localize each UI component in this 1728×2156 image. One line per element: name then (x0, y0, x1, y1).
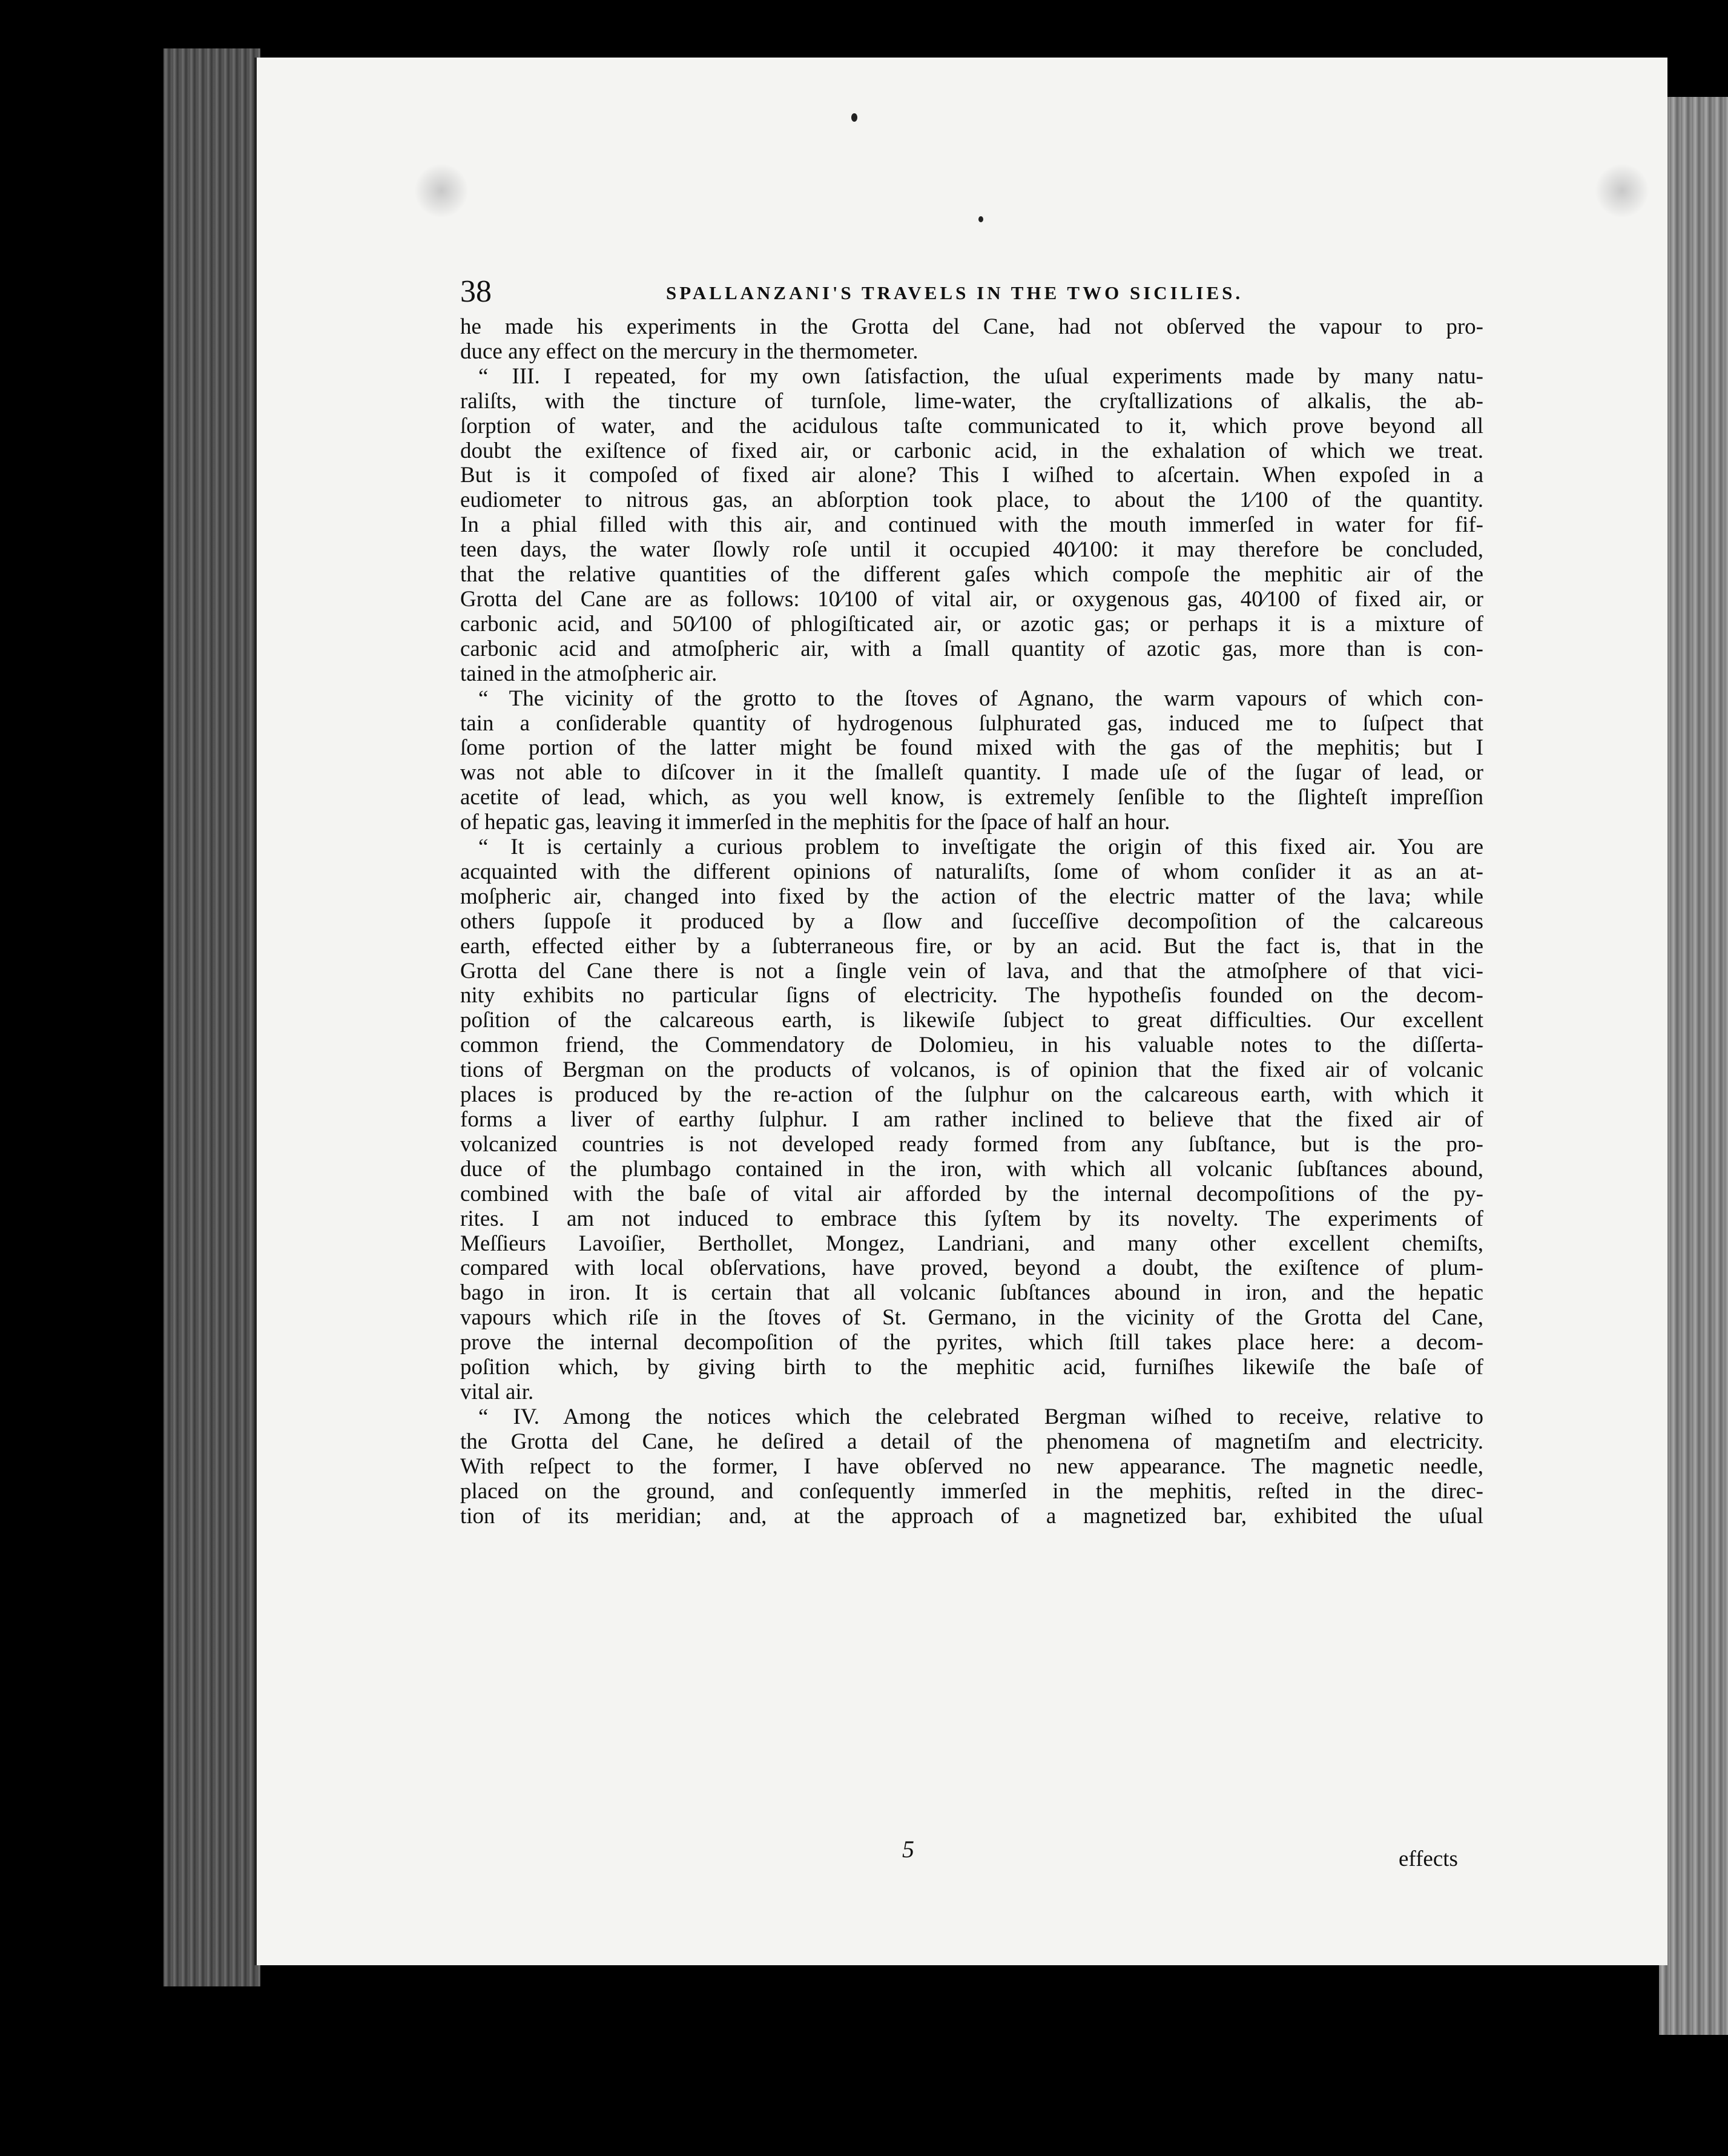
text-line: was not able to diſcover in it the ſmalleſt quantity. I made uſe of the ſugar of lead, or (460, 760, 1483, 785)
text-line: carbonic acid and atmoſpheric air, with a ſmall quantity of azotic gas, more than is con- (460, 636, 1483, 661)
book-spine-left (163, 48, 260, 1986)
ink-speck (851, 113, 857, 122)
text-line: places is produced by the re-action of the ſulphur on the calcareous earth, with which it (460, 1082, 1483, 1108)
ink-speck (978, 216, 983, 222)
text-line: nity exhibits no particular ſigns of electricity. The hypotheſis founded on the decom- (460, 983, 1483, 1008)
text-line: of hepatic gas, leaving it immerſed in the mephitis for the ſpace of half an hour. (460, 810, 1170, 835)
text-line: “ IV. Among the notices which the celebrated Bergman wiſhed to receive, relative to (478, 1404, 1483, 1429)
text-line: carbonic acid, and 50⁄100 of phlogiſticated air, or azotic gas; or perhaps it is a mixture of (460, 611, 1483, 637)
text-line: ſome portion of the latter might be found mixed with the gas of the mephitis; but I (460, 735, 1483, 761)
text-line: vapours which riſe in the ſtoves of St. Germano, in the vicinity of the Grotta del Cane, (460, 1305, 1483, 1331)
text-line: compared with local obſervations, have proved, beyond a doubt, the exiſtence of plum- (460, 1255, 1483, 1281)
text-line: tion of its meridian; and, at the approach of a magnetized bar, exhibited the uſual (460, 1503, 1483, 1529)
text-line: teen days, the water ſlowly roſe until it occupied 40⁄100: it may therefore be concluded, (460, 537, 1483, 563)
text-line: forms a liver of earthy ſulphur. I am rather inclined to believe that the fixed air of (460, 1107, 1483, 1132)
text-line: “ The vicinity of the grotto to the ſtoves of Agnano, the warm vapours of which con- (478, 686, 1483, 711)
text-line: he made his experiments in the Grotta del Cane, had not obſerved the vapour to pro- (460, 314, 1483, 339)
text-line: eudiometer to nitrous gas, an abſorption took place, to about the 1⁄100 of the quantity. (460, 488, 1483, 513)
text-line: acetite of lead, which, as you well know, is extremely ſenſible to the ſlighteſt impreſſion (460, 785, 1483, 810)
text-line: ſorption of water, and the acidulous taſte communicated to it, which prove beyond all (460, 413, 1483, 438)
page-smudge (414, 164, 469, 218)
text-line: tained in the atmoſpheric air. (460, 661, 717, 686)
text-line: poſition which, by giving birth to the mephitic acid, furniſhes likewiſe the baſe of (460, 1355, 1483, 1380)
page-number: 38 (460, 274, 492, 309)
text-line: But is it compoſed of fixed air alone? This I wiſhed to aſcertain. When expoſed in a (460, 463, 1483, 488)
body-text (460, 315, 1483, 1529)
text-line: Grotta del Cane are as follows: 10⁄100 of vital air, or oxygenous gas, 40⁄100 of fixed air, or (460, 586, 1483, 612)
text-line: tain a conſiderable quantity of hydrogenous ſulphurated gas, induced me to ſuſpect that (460, 710, 1483, 736)
text-line: that the relative quantities of the different gaſes which compoſe the mephitic air of the (460, 562, 1483, 587)
text-line: others ſuppoſe it produced by a ſlow and ſucceſſive decompoſition of the calcareous (460, 908, 1483, 934)
text-line: Meſſieurs Lavoiſier, Berthollet, Mongez, Landriani, and many other excellent chemiſts, (460, 1231, 1483, 1256)
text-line: common friend, the Commendatory de Dolomieu, in his valuable notes to the diſſerta- (460, 1033, 1483, 1058)
text-line: doubt the exiſtence of fixed air, or carbonic acid, in the exhalation of which we treat. (460, 438, 1483, 463)
text-line: duce of the plumbago contained in the iron, with which all volcanic ſubſtances abound, (460, 1156, 1483, 1182)
text-line: prove the internal decompoſition of the pyrites, which ſtill takes place here: a decom- (460, 1330, 1483, 1355)
text-line: poſition of the calcareous earth, is likewiſe ſubject to great difficulties. Our excellent (460, 1008, 1483, 1033)
text-line: combined with the baſe of vital air afforded by the internal decompoſitions of the py- (460, 1181, 1483, 1206)
text-line: tions of Bergman on the products of volcanos, is of opinion that the fixed air of volcanic (460, 1057, 1483, 1083)
text-line: duce any effect on the mercury in the thermometer. (460, 339, 918, 364)
text-line: vital air. (460, 1379, 534, 1404)
text-line: moſpheric air, changed into fixed by the action of the electric matter of the lava; while (460, 884, 1483, 909)
text-line: In a phial filled with this air, and continued with the mouth immerſed in water for fif- (460, 512, 1483, 538)
text-line: the Grotta del Cane, he deſired a detail of the phenomena of magnetiſm and electricity. (460, 1429, 1483, 1454)
text-line: Grotta del Cane there is not a ſingle vein of lava, and that the atmoſphere of that vici- (460, 958, 1483, 984)
book-edge-right (1659, 97, 1728, 2035)
page-smudge (1595, 164, 1649, 218)
text-line: raliſts, with the tincture of turnſole, lime-water, the cryſtallizations of alkalis, the ab- (460, 388, 1483, 414)
text-line: acquainted with the different opinions of naturaliſts, ſome of whom conſider it as an at- (460, 859, 1483, 884)
text-line: bago in iron. It is certain that all volcanic ſubſtances abound in iron, and the hepatic (460, 1280, 1483, 1306)
text-line: With reſpect to the former, I have obſerved no new appearance. The magnetic needle, (460, 1453, 1483, 1479)
text-line: placed on the ground, and conſequently immerſed in the mephitis, reſted in the direc- (460, 1478, 1483, 1504)
catchword: effects (1399, 1847, 1458, 1871)
signature-mark: 5 (902, 1836, 914, 1863)
text-line: rites. I am not induced to embrace this ſyſtem by its novelty. The experiments of (460, 1206, 1483, 1231)
text-line: “ III. I repeated, for my own ſatisfaction, the uſual experiments made by many natu- (478, 363, 1483, 389)
running-head: SPALLANZANI'S TRAVELS IN THE TWO SICILIES. (666, 282, 1244, 303)
text-line: volcanized countries is not developed ready formed from any ſubſtance, but is the pro- (460, 1131, 1483, 1157)
text-line: “ It is certainly a curious problem to inveſtigate the origin of this fixed air. You are (478, 835, 1483, 860)
page-header (460, 274, 1483, 310)
text-line: earth, effected either by a ſubterraneous fire, or by an acid. But the fact is, that in the (460, 933, 1483, 959)
